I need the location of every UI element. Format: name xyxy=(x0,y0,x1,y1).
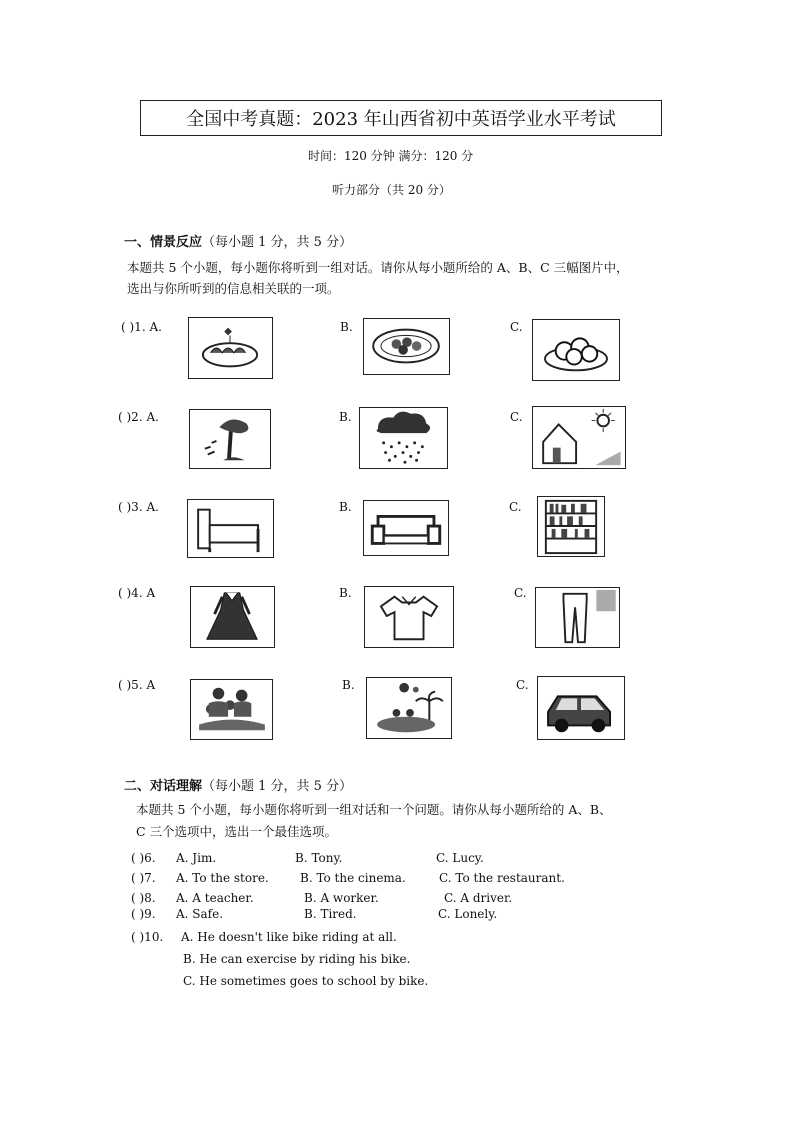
section2-heading-note: （每小题 1 分，共 5 分） xyxy=(202,779,353,794)
q5-option-c-picture[interactable] xyxy=(537,676,625,740)
q1-option-c-label: C. xyxy=(510,320,523,334)
q2-option-c-picture[interactable] xyxy=(532,406,626,469)
q4-option-b-picture[interactable] xyxy=(364,586,454,648)
q2-option-b-label: B. xyxy=(339,410,352,424)
q6-option-a[interactable]: A. Jim. xyxy=(176,851,217,865)
q5-option-c-label: C. xyxy=(516,678,529,692)
plate-of-food-icon xyxy=(364,319,449,374)
car-trip-icon xyxy=(538,677,624,739)
section2-heading-text: 二、对话理解 xyxy=(124,779,203,794)
q6-option-c[interactable]: C. Lucy. xyxy=(436,851,484,865)
bed-icon xyxy=(188,500,273,557)
q3-option-b-label: B. xyxy=(339,500,352,514)
part-title: 听力部分（共 20 分） xyxy=(332,183,451,197)
q1-option-a-picture[interactable] xyxy=(188,317,273,379)
q7-number: ( )7. xyxy=(131,871,156,885)
q4-option-c-label: C. xyxy=(514,586,527,600)
q8-number: ( )8. xyxy=(131,891,156,905)
rain-cloud-icon xyxy=(360,408,447,468)
q9-option-a[interactable]: A. Safe. xyxy=(176,907,224,921)
section1-heading-text: 一、情景反应 xyxy=(124,235,203,250)
q9-option-b[interactable]: B. Tired. xyxy=(304,907,357,921)
q6-number: ( )6. xyxy=(131,851,156,865)
q1-option-c-picture[interactable] xyxy=(532,319,620,381)
q9-number: ( )9. xyxy=(131,907,156,921)
q5-option-b-label: B. xyxy=(342,678,355,692)
q10-option-c[interactable]: C. He sometimes goes to school by bike. xyxy=(183,974,429,988)
q4-option-a-picture[interactable] xyxy=(190,586,275,648)
q3-number: ( )3. A. xyxy=(118,500,159,514)
section2-instructions-1: 本题共 5 个小题，每小题你将听到一组对话和一个问题。请你从每小题所给的 A、B、 xyxy=(136,802,612,817)
section1-heading xyxy=(124,231,352,250)
windy-tree-icon xyxy=(190,410,270,468)
q3-option-c-label: C. xyxy=(509,500,522,514)
q8-option-c[interactable]: C. A driver. xyxy=(444,891,513,905)
q1-number: ( )1. A. xyxy=(121,320,162,334)
q2-number: ( )2. A. xyxy=(118,410,159,424)
family-picnic-icon xyxy=(191,680,272,739)
trousers-icon xyxy=(536,588,619,647)
beach-holiday-icon xyxy=(367,678,451,738)
q6-option-b[interactable]: B. Tony. xyxy=(295,851,343,865)
q2-option-b-picture[interactable] xyxy=(359,407,448,469)
q10-option-a[interactable]: A. He doesn't like bike riding at all. xyxy=(181,930,397,944)
q8-option-b[interactable]: B. A worker. xyxy=(304,891,379,905)
q7-option-b[interactable]: B. To the cinema. xyxy=(300,871,406,885)
section2-heading xyxy=(124,775,352,794)
section1-instructions-1: 本题共 5 个小题，每小题你将听到一组对话。请你从每小题所给的 A、B、C 三幅图片中， xyxy=(127,260,629,275)
section1-instructions-2: 选出与你所听到的信息相关联的一项。 xyxy=(127,281,340,296)
q7-option-a[interactable]: A. To the store. xyxy=(176,871,269,885)
q7-option-c[interactable]: C. To the restaurant. xyxy=(439,871,565,885)
exam-title-text: 全国中考真题：2023 年山西省初中英语学业水平考试 xyxy=(186,109,616,130)
sunny-house-icon xyxy=(533,407,625,468)
q5-number: ( )5. A xyxy=(118,678,156,692)
q5-option-b-picture[interactable] xyxy=(366,677,452,739)
q2-option-a-picture[interactable] xyxy=(189,409,271,469)
section2-instructions-2: C 三个选项中，选出一个最佳选项。 xyxy=(136,824,338,839)
plate-of-dumplings-icon xyxy=(189,318,272,378)
q4-number: ( )4. A xyxy=(118,586,156,600)
q3-option-c-picture[interactable] xyxy=(537,496,605,557)
dress-icon xyxy=(191,587,274,647)
q4-option-c-picture[interactable] xyxy=(535,587,620,648)
q1-option-b-picture[interactable] xyxy=(363,318,450,375)
q3-option-b-picture[interactable] xyxy=(363,500,449,556)
q5-option-a-picture[interactable] xyxy=(190,679,273,740)
bookcase-icon xyxy=(538,497,604,556)
exam-title xyxy=(140,100,662,136)
q10-option-b[interactable]: B. He can exercise by riding his bike. xyxy=(183,952,411,966)
q8-option-a[interactable]: A. A teacher. xyxy=(176,891,254,905)
sofa-icon xyxy=(364,501,448,555)
shirt-icon xyxy=(365,587,453,647)
q10-number: ( )10. xyxy=(131,930,164,944)
exam-meta: 时间：120 分钟 满分：120 分 xyxy=(308,149,474,163)
plate-of-buns-icon xyxy=(533,320,619,380)
q3-option-a-picture[interactable] xyxy=(187,499,274,558)
q1-option-b-label: B. xyxy=(340,320,353,334)
section1-heading-note: （每小题 1 分，共 5 分） xyxy=(202,235,353,250)
q9-option-c[interactable]: C. Lonely. xyxy=(438,907,498,921)
q4-option-b-label: B. xyxy=(339,586,352,600)
q2-option-c-label: C. xyxy=(510,410,523,424)
